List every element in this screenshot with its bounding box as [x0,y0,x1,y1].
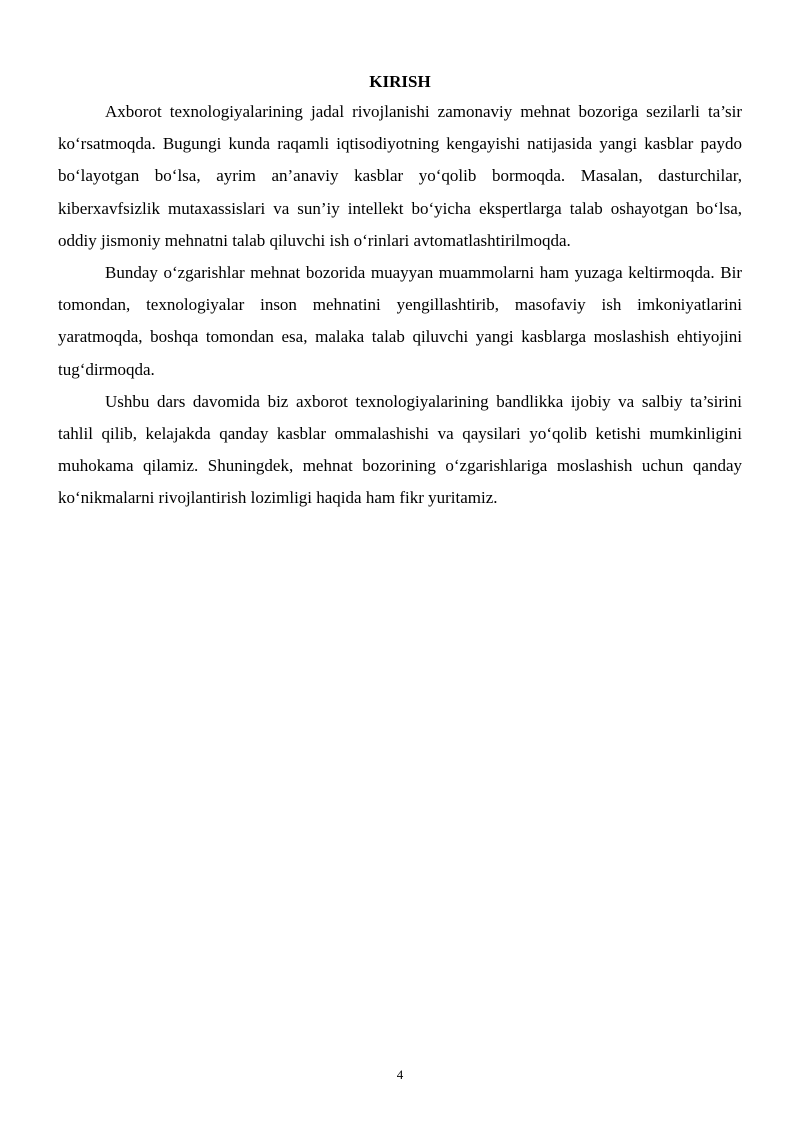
section-heading: KIRISH [369,72,431,91]
paragraph-2: Bunday o‘zgarishlar mehnat bozorida muayyan muammolarni ham yuzaga keltirmoqda. Bir tomondan, texnologiyalar inson mehnatini yengillashtirib, masofaviy ish imkoniyatlarini yaratmoqda, boshqa tomondan esa, malaka talab qiluvchi yangi kasblarga moslashish ehtiyojini tug‘dirmoqda. [58,263,742,379]
page-number: 4 [396,1067,404,1082]
paragraph-1: Axborot texnologiyalarining jadal rivojlanishi zamonaviy mehnat bozoriga sezilarli ta’sir ko‘rsatmoqda. Bugungi kunda raqamli iqtisodiyotning kengayishi natijasida yangi kasblar paydo bo‘layotgan bo‘lsa, ayrim an’anaviy kasblar yo‘qolib bormoqda. Masalan, dasturchilar, kiberxavfsizlik mutaxassislari va sun’iy intellekt bo‘yicha ekspertlarga talab oshayotgan bo‘lsa, oddiy jismoniy mehnatni talab qiluvchi ish o‘rinlari avtomatlashtirilmoqda. [58,102,742,250]
page-content [58,68,742,515]
paragraph-3: Ushbu dars davomida biz axborot texnologiyalarining bandlikka ijobiy va salbiy ta’sirini tahlil qilib, kelajakda qanday kasblar ommalashishi va qaysilari yo‘qolib ketishi mumkinligini muhokama qilamiz. Shuningdek, mehnat bozorining o‘zgarishlariga moslashish uchun qanday ko‘nikmalarni rivojlantirish lozimligi haqida ham fikr yuritamiz. [58,391,742,508]
